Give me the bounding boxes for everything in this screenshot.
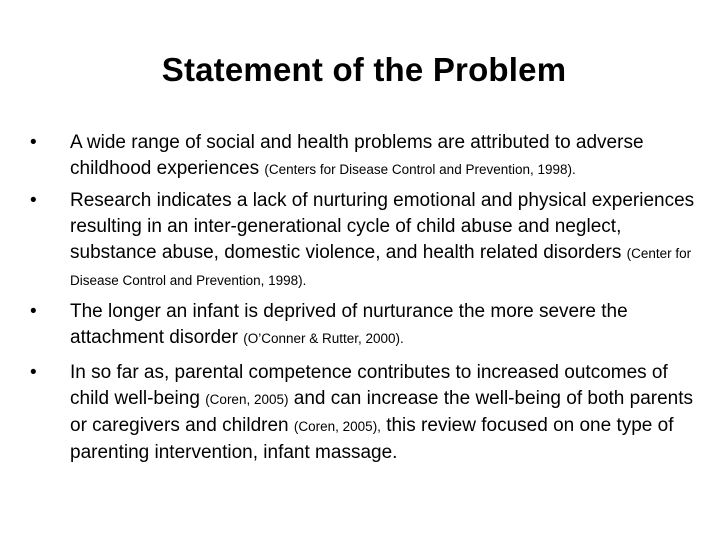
citation: (Coren, 2005), xyxy=(293,419,381,434)
citation: (Coren, 2005) xyxy=(205,392,289,407)
bullet-item xyxy=(28,299,698,352)
bullet-item xyxy=(28,130,698,183)
citation: (Center for Disease Control and Prevention, 1998). xyxy=(70,246,692,288)
bullet-text: this review focused on one type of parenting intervention, infant massage. xyxy=(70,415,674,463)
bullet-marker: • xyxy=(30,362,37,383)
citation: (O’Conner & Rutter, 2000). xyxy=(243,331,404,346)
bullet-marker: • xyxy=(30,301,37,322)
bullet-text: In so far as, parental competence contributes to increased outcomes of child well-being xyxy=(70,362,668,409)
bullet-text: A wide range of social and health problems are attributed to adverse childhood experiences xyxy=(70,132,644,179)
bullet-text: and can increase the well-being of both parents or caregivers and children xyxy=(70,388,694,436)
bullet-text: Research indicates a lack of nurturing emotional and physical experiences resulting in an inter-generational cycle of child abuse and neglect, substance abuse, domestic violence, and health related disorders xyxy=(70,190,695,263)
citation: (Centers for Disease Control and Prevention, 1998). xyxy=(264,162,576,177)
bullet-marker: • xyxy=(30,190,37,211)
bullet-marker: • xyxy=(30,132,37,153)
slide-title: Statement of the Problem xyxy=(161,51,567,88)
bullet-item xyxy=(28,188,698,294)
bullet-list xyxy=(28,130,698,471)
bullet-item xyxy=(28,360,698,466)
bullet-text: The longer an infant is deprived of nurturance the more severe the attachment disorder xyxy=(70,301,628,348)
